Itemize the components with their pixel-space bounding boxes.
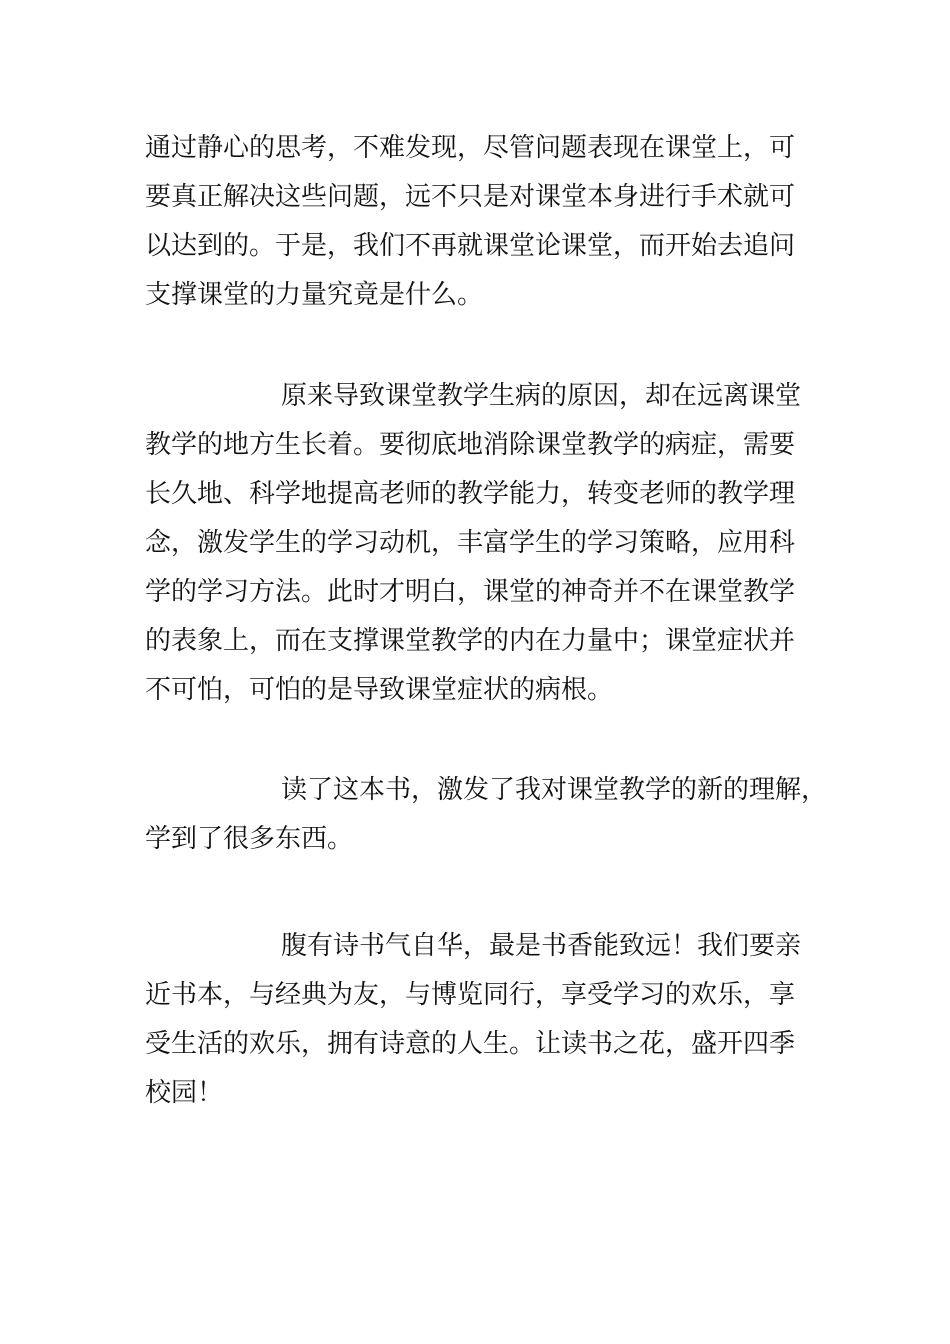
- paragraph-line: 以达到的。于是，我们不再就课堂论课堂，而开始去追问: [145, 231, 796, 261]
- paragraph-line: 原来导致课堂教学生病的原因，却在远离课堂: [281, 381, 802, 411]
- paragraph-line: 读了这本书，激发了我对课堂教学的新的理解，: [281, 775, 828, 805]
- paragraph-4: [145, 922, 825, 1118]
- paragraph-1: [145, 124, 825, 320]
- paragraph-line: 学到了很多东西。: [145, 824, 354, 854]
- paragraph-line: 念，激发学生的学习动机，丰富学生的学习策略，应用科: [145, 528, 796, 558]
- paragraph-line: 长久地、科学地提高老师的教学能力，转变老师的教学理: [145, 479, 796, 509]
- paragraph-line: 近书本，与经典为友，与博览同行，享受学习的欢乐，享: [145, 980, 796, 1010]
- paragraph-line: 通过静心的思考，不难发现，尽管问题表现在课堂上，可: [145, 133, 796, 163]
- paragraph-line: 受生活的欢乐，拥有诗意的人生。让读书之花，盛开四季: [145, 1029, 796, 1059]
- paragraph-line: 教学的地方生长着。要彻底地消除课堂教学的病症，需要: [145, 430, 796, 460]
- paragraph-line: 学的学习方法。此时才明白，课堂的神奇并不在课堂教学: [145, 577, 796, 607]
- paragraph-line: 的表象上，而在支撑课堂教学的内在力量中；课堂症状并: [145, 626, 796, 656]
- paragraph-line: 腹有诗书气自华，最是书香能致远！我们要亲: [281, 931, 802, 961]
- paragraph-line: 支撑课堂的力量究竟是什么。: [145, 280, 484, 310]
- paragraph-line: 要真正解决这些问题，远不只是对课堂本身进行手术就可: [145, 182, 796, 212]
- paragraph-line: 不可怕，可怕的是导致课堂症状的病根。: [145, 675, 614, 705]
- paragraph-2: [145, 372, 825, 715]
- paragraph-3: [145, 766, 828, 864]
- paragraph-line: 校园！: [145, 1078, 224, 1108]
